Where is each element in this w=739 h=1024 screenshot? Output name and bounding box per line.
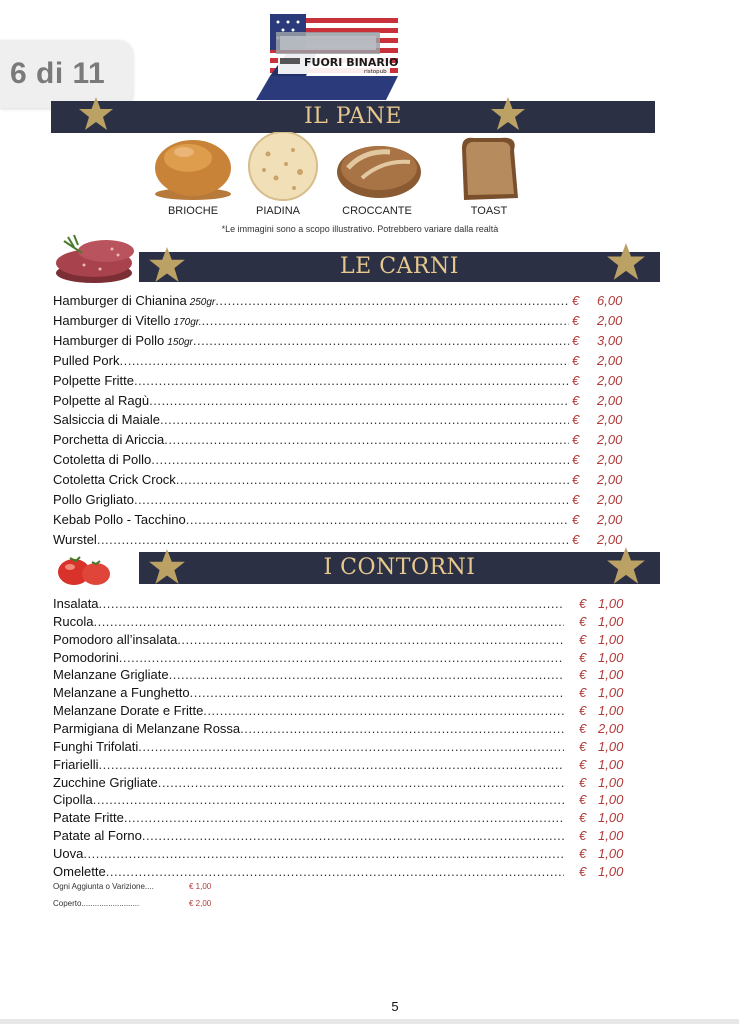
dot-leader (106, 864, 564, 879)
dot-leader (119, 650, 564, 665)
menu-item-row (53, 532, 569, 547)
price-value: 1,00 (598, 792, 624, 808)
menu-item-row (53, 432, 569, 447)
menu-item-name (53, 810, 124, 825)
menu-item-name (53, 333, 193, 348)
dot-leader (215, 293, 569, 308)
menu-item-name (53, 828, 142, 843)
dot-leader (99, 596, 564, 611)
currency-symbol: € (579, 845, 587, 861)
menu-item-name-text: Hamburger di Vitello (53, 312, 171, 328)
price-value: 2,00 (597, 392, 623, 408)
currency-symbol: € (579, 738, 587, 754)
dot-leader (134, 373, 569, 388)
dot-leader (93, 614, 564, 629)
menu-item-name-text: Wurstel (53, 531, 97, 547)
menu-item-row (53, 353, 569, 368)
price-value: 1,00 (598, 810, 624, 826)
star-icon (606, 546, 646, 586)
cover-charge-price: € 2,00 (189, 899, 212, 908)
menu-item-row (53, 792, 564, 807)
extra-addition-label: Ogni Aggiunta o Varizione.... (53, 882, 154, 891)
menu-item-price (579, 596, 623, 611)
dot-leader (119, 353, 569, 368)
menu-item-name (53, 313, 202, 328)
price-value: 1,00 (598, 828, 624, 844)
dot-leader (158, 775, 564, 790)
menu-item-name-text: Porchetta di Ariccia (53, 432, 165, 448)
menu-item-price (579, 792, 623, 807)
menu-item-name-text: Cipolla (53, 792, 93, 808)
menu-item-name-text: Patate al Forno (53, 828, 142, 844)
menu-item-name-text: Salsiccia di Maiale (53, 412, 160, 428)
menu-item-price (572, 393, 622, 408)
menu-item-price (572, 373, 622, 388)
menu-item-row (53, 775, 564, 790)
menu-item-row (53, 721, 564, 736)
dot-leader (240, 721, 564, 736)
menu-item-price (572, 512, 622, 527)
menu-item-name (53, 432, 164, 447)
image-disclaimer: *Le immagini sono a scopo illustrativo. Potrebbero variare dalla realtà (221, 224, 499, 234)
menu-item-name-text: Insalata (53, 596, 99, 611)
price-value: 2,00 (597, 352, 623, 368)
price-value: 2,00 (597, 492, 623, 507)
menu-item-price (579, 739, 623, 754)
price-value: 1,00 (598, 667, 624, 683)
dot-leader (193, 333, 569, 348)
menu-item-row (53, 667, 564, 682)
section-title-carni: LE CARNI (340, 254, 459, 279)
extra-addition-price: € 1,00 (189, 882, 212, 891)
menu-item-price (572, 432, 622, 447)
menu-item-name-text: Hamburger di Chianina (53, 293, 187, 308)
section-banner-carni (139, 252, 660, 282)
menu-item-price (579, 614, 623, 629)
menu-item-price (572, 313, 622, 328)
menu-item-price (579, 810, 623, 825)
menu-item-row (53, 293, 569, 308)
price-value: 1,00 (598, 863, 624, 879)
currency-symbol: € (572, 412, 580, 428)
restaurant-logo (256, 14, 400, 100)
dot-leader (93, 792, 564, 807)
menu-item-row (53, 632, 564, 647)
menu-item-row (53, 452, 569, 467)
menu-item-name (53, 492, 134, 507)
currency-symbol: € (572, 332, 580, 348)
bread-label-brioche: BRIOCHE (167, 205, 219, 217)
menu-item-name-text: Melanzane Grigliate (53, 667, 169, 683)
currency-symbol: € (579, 649, 587, 665)
dot-leader (142, 828, 564, 843)
price-value: 1,00 (598, 613, 624, 629)
menu-item-name (53, 703, 203, 718)
star-icon (78, 96, 114, 132)
menu-item-name (53, 412, 160, 427)
currency-symbol: € (579, 756, 587, 772)
price-value: 2,00 (597, 511, 623, 527)
menu-item-row (53, 472, 569, 487)
dot-leader (99, 757, 565, 772)
price-value: 1,00 (598, 738, 624, 754)
price-value: 2,00 (597, 472, 623, 488)
price-value: 3,00 (597, 332, 623, 348)
dot-leader (202, 313, 569, 328)
menu-item-row (53, 757, 564, 772)
logo-name: FUORI BINARIO (304, 56, 399, 69)
section-banner-contorni (139, 552, 660, 584)
menu-item-row (53, 685, 564, 700)
price-value: 2,00 (597, 312, 623, 328)
menu-item-price (579, 632, 623, 647)
menu-item-name-text: Melanzane Dorate e Fritte (53, 703, 204, 719)
menu-item-weight: 150gr (167, 336, 193, 348)
menu-item-name-text: Patate Fritte (53, 810, 124, 826)
price-value: 1,00 (598, 756, 624, 772)
price-value: 2,00 (598, 720, 624, 736)
menu-item-name (53, 650, 119, 665)
dot-leader (134, 492, 569, 507)
dot-leader (176, 472, 569, 487)
currency-symbol: € (572, 492, 580, 507)
currency-symbol: € (579, 685, 587, 701)
menu-item-row (53, 596, 564, 611)
menu-item-name-text: Rucola (53, 613, 94, 629)
currency-symbol: € (572, 372, 580, 388)
bread-label-piadina: PIADINA (255, 205, 300, 217)
menu-item-name-text: Pomodoro all’insalata (53, 631, 178, 647)
bread-label-croccante: CROCCANTE (342, 205, 412, 217)
menu-item-name (53, 667, 169, 682)
dot-leader (164, 432, 569, 447)
menu-item-row (53, 650, 564, 665)
currency-symbol: € (579, 631, 587, 647)
menu-item-name (53, 512, 186, 527)
menu-item-row (53, 864, 564, 879)
menu-item-price (579, 864, 623, 879)
menu-item-name (53, 792, 93, 807)
menu-item-name (53, 864, 106, 879)
piadina-image (238, 132, 328, 202)
menu-item-name (53, 293, 215, 308)
menu-item-price (579, 685, 623, 700)
menu-item-row (53, 412, 569, 427)
currency-symbol: € (579, 596, 587, 611)
currency-symbol: € (572, 312, 580, 328)
currency-symbol: € (572, 392, 580, 408)
menu-item-price (579, 650, 623, 665)
menu-item-name (53, 472, 176, 487)
dot-leader (190, 685, 564, 700)
page-number: 5 (391, 999, 399, 1014)
currency-symbol: € (579, 667, 587, 683)
menu-item-name-text: Cotoletta Crick Crock (53, 472, 176, 488)
menu-item-price (572, 353, 622, 368)
menu-item-name (53, 632, 177, 647)
price-value: 2,00 (597, 531, 623, 547)
currency-symbol: € (572, 293, 580, 308)
dot-leader (149, 393, 569, 408)
menu-item-name-text: Polpette al Ragù (53, 392, 150, 408)
menu-item-row (53, 313, 569, 328)
menu-item-price (572, 293, 622, 308)
price-value: 1,00 (598, 631, 624, 647)
bread-label-toast: TOAST (470, 205, 508, 217)
menu-item-name-text: Pollo Grigliato (53, 492, 134, 507)
dot-leader (160, 412, 569, 427)
menu-item-name-text: Omelette (53, 863, 106, 879)
page-indicator: 6 di 11 (0, 40, 133, 108)
currency-symbol: € (579, 828, 587, 844)
menu-item-price (572, 492, 622, 507)
dot-leader (203, 703, 564, 718)
menu-item-name-text: Melanzane a Funghetto (53, 685, 190, 701)
menu-item-name (53, 393, 149, 408)
cover-charge-label: Coperto.......................... (53, 899, 140, 908)
price-value: 2,00 (597, 452, 623, 468)
currency-symbol: € (572, 432, 580, 448)
section-title-contorni: I CONTORNI (323, 555, 476, 580)
price-value: 1,00 (598, 845, 624, 861)
price-value: 1,00 (598, 703, 624, 719)
tomato-image (56, 552, 112, 586)
menu-item-name (53, 846, 83, 861)
dot-leader (124, 810, 564, 825)
menu-item-name (53, 757, 99, 772)
currency-symbol: € (579, 810, 587, 826)
price-value: 1,00 (598, 685, 624, 701)
menu-item-name-text: Pomodorini (53, 649, 119, 665)
menu-item-price (579, 757, 623, 772)
dot-leader (83, 846, 564, 861)
currency-symbol: € (572, 472, 580, 488)
menu-item-name-text: Pulled Pork (53, 352, 120, 368)
currency-symbol: € (572, 531, 580, 547)
menu-item-name (53, 373, 134, 388)
menu-item-row (53, 373, 569, 388)
menu-item-price (572, 412, 622, 427)
dot-leader (97, 532, 569, 547)
menu-item-row (53, 393, 569, 408)
price-value: 1,00 (598, 649, 624, 665)
menu-item-name (53, 739, 138, 754)
menu-item-name (53, 596, 99, 611)
menu-item-name-text: Friarielli (53, 756, 99, 772)
logo-sub: ristopub (364, 69, 387, 75)
toast-image (444, 132, 534, 202)
menu-item-name-text: Cotoletta di Pollo (53, 452, 152, 468)
menu-item-price (579, 721, 623, 736)
croccante-image (334, 132, 424, 202)
menu-item-name (53, 614, 93, 629)
menu-item-name-text: Zucchine Grigliate (53, 774, 158, 790)
price-value: 1,00 (598, 596, 624, 611)
menu-item-price (572, 333, 622, 348)
menu-item-weight: 250gr (189, 297, 216, 308)
currency-symbol: € (579, 792, 587, 808)
menu-item-row (53, 703, 564, 718)
menu-item-name (53, 532, 97, 547)
star-icon (148, 246, 186, 284)
menu-item-price (579, 703, 623, 718)
menu-item-name-text: Kebab Pollo - Tacchino (53, 511, 186, 527)
menu-item-name-text: Uova (53, 845, 84, 861)
dot-leader (151, 452, 569, 467)
menu-item-name (53, 685, 190, 700)
price-value: 2,00 (597, 432, 623, 448)
menu-item-name-text: Polpette Fritte (53, 372, 134, 388)
menu-item-name-text: Hamburger di Pollo (53, 332, 165, 348)
price-value: 2,00 (597, 412, 623, 428)
menu-item-row (53, 810, 564, 825)
currency-symbol: € (572, 511, 580, 527)
section-title-pane: IL PANE (304, 104, 402, 129)
star-icon (606, 242, 646, 282)
menu-item-price (572, 452, 622, 467)
menu-item-name-text: Funghi Trifolati (53, 738, 139, 754)
currency-symbol: € (579, 774, 587, 790)
star-icon (148, 548, 186, 586)
star-icon (490, 96, 526, 132)
menu-item-price (572, 472, 622, 487)
menu-item-name (53, 452, 151, 467)
menu-item-price (579, 775, 623, 790)
dot-leader (169, 667, 564, 682)
menu-item-name-text: Parmigiana di Melanzane Rossa (53, 720, 241, 736)
dot-leader (177, 632, 564, 647)
menu-item-row (53, 492, 569, 507)
currency-symbol: € (579, 863, 587, 879)
menu-item-price (579, 667, 623, 682)
currency-symbol: € (579, 613, 587, 629)
price-value: 1,00 (598, 774, 624, 790)
menu-item-price (572, 532, 622, 547)
menu-item-row (53, 739, 564, 754)
menu-item-row (53, 614, 564, 629)
menu-item-row (53, 846, 564, 861)
bottom-divider (0, 1019, 739, 1024)
dot-leader (138, 739, 564, 754)
menu-item-row (53, 828, 564, 843)
meat-image (54, 231, 138, 285)
currency-symbol: € (572, 452, 580, 468)
price-value: 6,00 (597, 293, 623, 308)
currency-symbol: € (579, 703, 587, 719)
menu-item-row (53, 512, 569, 527)
menu-item-weight: 170gr. (173, 316, 202, 328)
price-value: 2,00 (597, 372, 623, 388)
dot-leader (186, 512, 569, 527)
menu-item-price (579, 846, 623, 861)
menu-item-row (53, 333, 569, 348)
menu-item-name (53, 353, 119, 368)
currency-symbol: € (579, 720, 587, 736)
menu-item-name (53, 721, 240, 736)
brioche-image (148, 132, 238, 202)
section-banner-pane (51, 101, 655, 133)
menu-item-price (579, 828, 623, 843)
currency-symbol: € (572, 352, 580, 368)
menu-item-name (53, 775, 158, 790)
